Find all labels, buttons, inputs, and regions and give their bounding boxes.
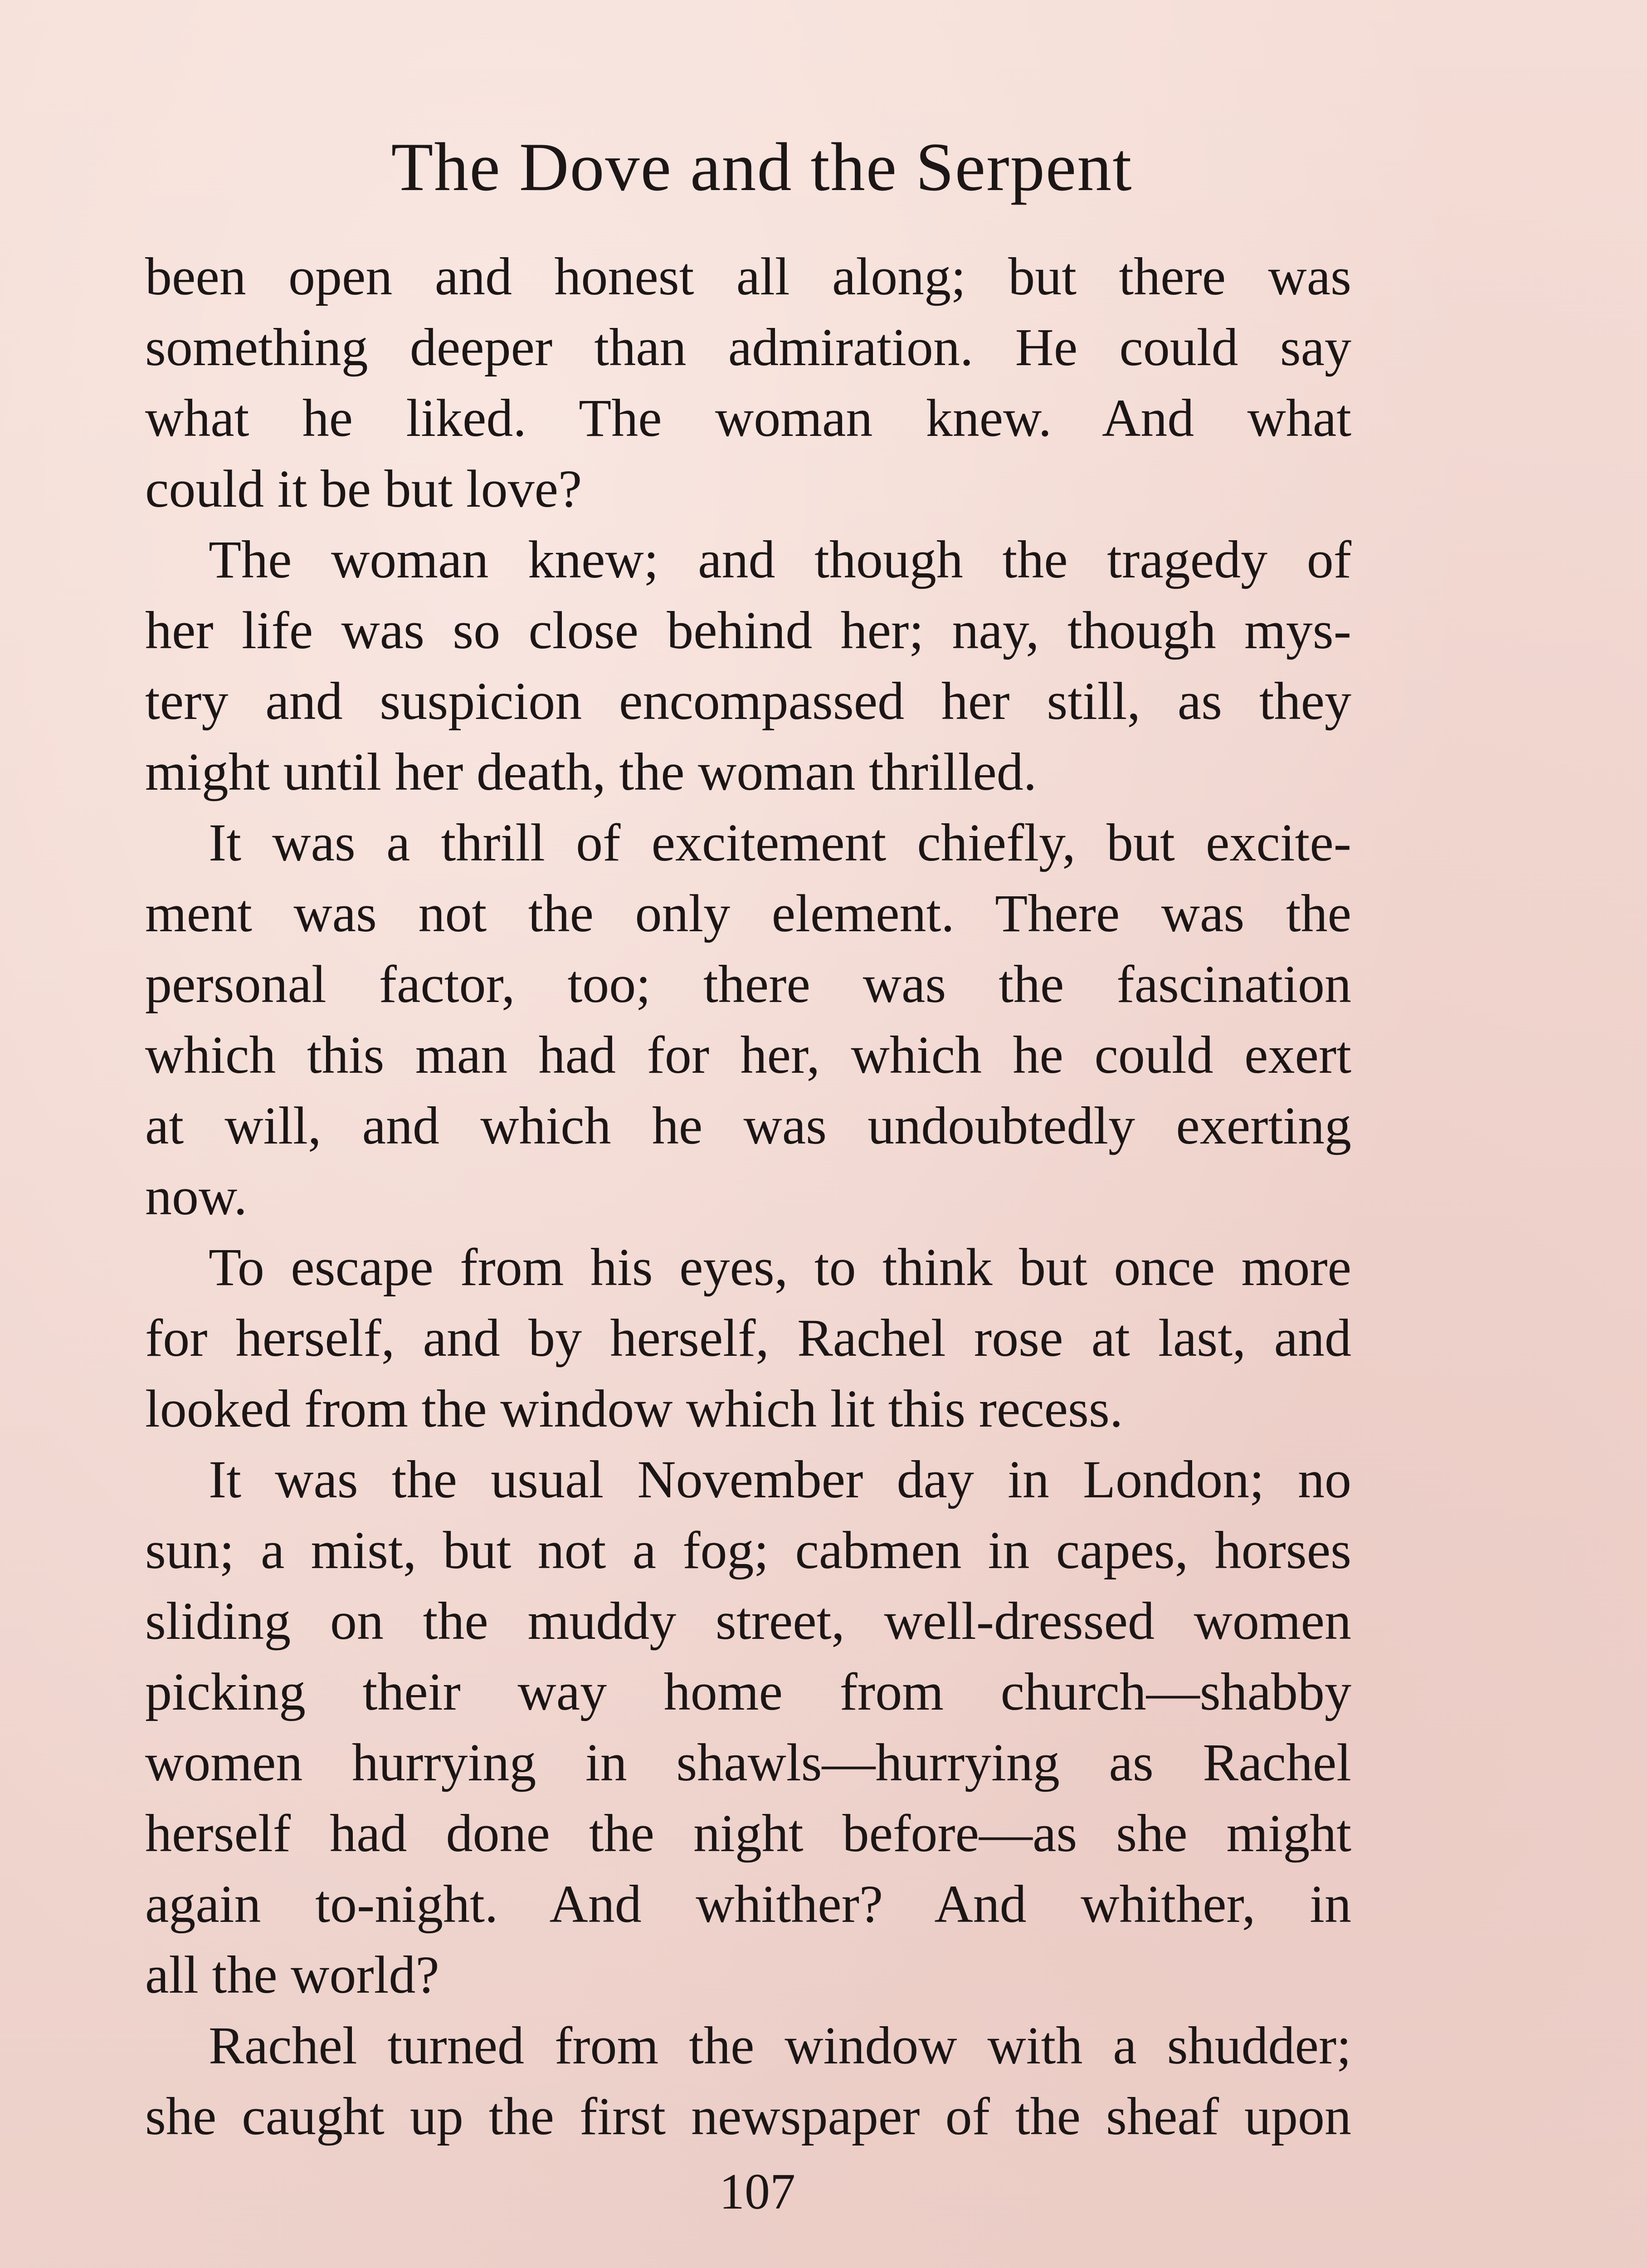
text-line: what he liked. The woman knew. And what bbox=[145, 388, 1351, 448]
running-head: The Dove and the Serpent bbox=[391, 129, 1133, 205]
body-text bbox=[145, 241, 1351, 2152]
text-line: looked from the window which lit this recess. bbox=[145, 1379, 1123, 1438]
text-line: The woman knew; and though the tragedy of bbox=[209, 530, 1351, 589]
text-line: she caught up the first newspaper of the sheaf upon bbox=[145, 2087, 1351, 2146]
text-line: might until her death, the woman thrilled. bbox=[145, 742, 1037, 802]
text-line: herself had done the night before—as she might bbox=[145, 1804, 1351, 1863]
text-line: Rachel turned from the window with a shudder; bbox=[209, 2016, 1351, 2075]
text-line: again to-night. And whither? And whither, in bbox=[145, 1874, 1351, 1934]
text-line: sliding on the muddy street, well-dressed women bbox=[145, 1591, 1351, 1651]
text-line: picking their way home from church—shabby bbox=[145, 1662, 1351, 1721]
page-number: 107 bbox=[719, 2164, 795, 2220]
text-line: her life was so close behind her; nay, though mys- bbox=[145, 601, 1351, 660]
text-line: tery and suspicion encompassed her still, as they bbox=[145, 671, 1351, 731]
text-line: women hurrying in shawls—hurrying as Rachel bbox=[145, 1733, 1351, 1792]
text-line: ment was not the only element. There was the bbox=[145, 884, 1351, 943]
text-line: now. bbox=[145, 1167, 248, 1226]
text-line: could it be but love? bbox=[145, 459, 582, 518]
text-line: at will, and which he was undoubtedly exerting bbox=[145, 1096, 1351, 1155]
text-line: been open and honest all along; but there was bbox=[145, 247, 1351, 306]
text-line: personal factor, too; there was the fascination bbox=[145, 954, 1351, 1014]
text-line: something deeper than admiration. He could say bbox=[145, 318, 1351, 377]
text-line: all the world? bbox=[145, 1945, 439, 2004]
text-line: which this man had for her, which he could exert bbox=[145, 1025, 1351, 1085]
text-line: for herself, and by herself, Rachel rose at last, and bbox=[145, 1308, 1351, 1368]
text-line: It was a thrill of excitement chiefly, but excite- bbox=[209, 813, 1351, 872]
text-line: It was the usual November day in London; no bbox=[209, 1450, 1351, 1509]
text-line: To escape from his eyes, to think but once more bbox=[209, 1237, 1351, 1297]
text-line: sun; a mist, but not a fog; cabmen in capes, horses bbox=[145, 1520, 1351, 1580]
